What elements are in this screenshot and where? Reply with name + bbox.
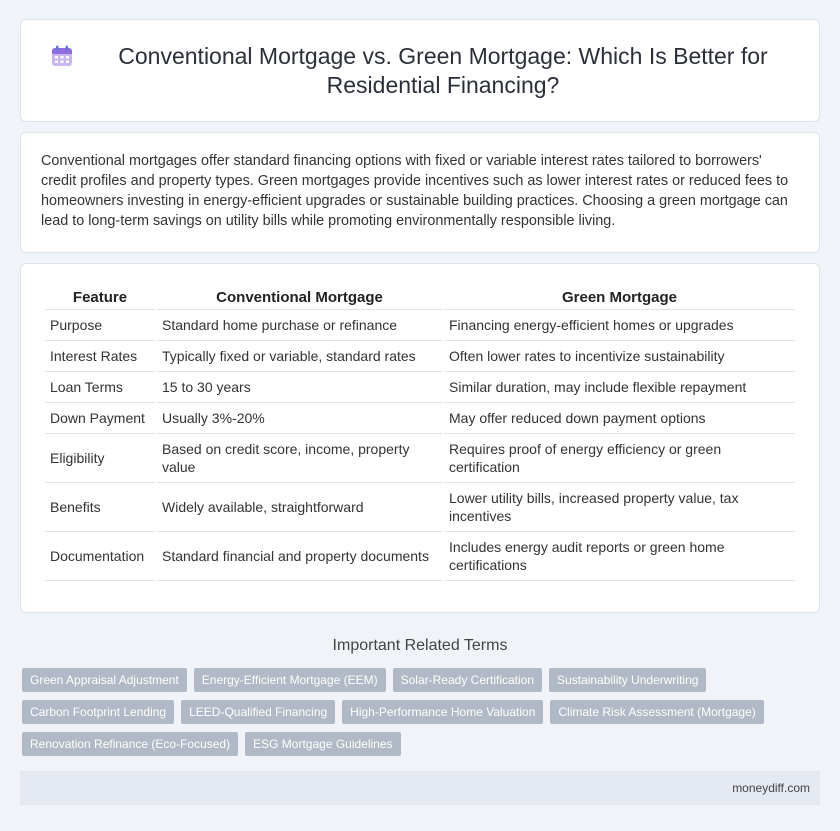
related-term-tag[interactable]: Carbon Footprint Lending xyxy=(22,700,174,724)
table-cell-conventional: Standard home purchase or refinance xyxy=(157,310,442,341)
table-cell-green: Requires proof of energy efficiency or green certification xyxy=(444,434,795,483)
intro-card xyxy=(20,132,820,253)
table-cell-conventional: Usually 3%-20% xyxy=(157,403,442,434)
intro-paragraph: Conventional mortgages offer standard financing options with fixed or variable interest rates tailored to borrowers' credit profiles and property types. Green mortgages provide incentives such as lower interest rates or reduced fees to homeowners investing in energy-efficient upgrades or sustainable building practices. Choosing a green mortgage can lead to long-term savings on utility bills while promoting environmentally responsible living. xyxy=(41,153,789,229)
table-cell-green: Similar duration, may include flexible repayment xyxy=(444,372,795,403)
table-cell-feature: Purpose xyxy=(45,310,155,341)
header-card xyxy=(20,19,820,122)
footer-site-link[interactable]: moneydiff.com xyxy=(732,781,810,795)
table-cell-green: Often lower rates to incentivize sustainability xyxy=(444,341,795,372)
related-term-tag[interactable]: LEED-Qualified Financing xyxy=(181,700,335,724)
related-terms-tags xyxy=(22,668,818,756)
header-green: Green Mortgage xyxy=(444,282,795,310)
table-row xyxy=(45,341,795,372)
table-cell-feature: Benefits xyxy=(45,483,155,532)
related-term-tag[interactable]: Solar-Ready Certification xyxy=(393,668,542,692)
comparison-table xyxy=(43,282,797,581)
footer-bar xyxy=(20,771,820,805)
comparison-table-card xyxy=(20,263,820,613)
related-term-tag[interactable]: ESG Mortgage Guidelines xyxy=(245,732,400,756)
table-row xyxy=(45,372,795,403)
related-term-tag[interactable]: Green Appraisal Adjustment xyxy=(22,668,187,692)
related-term-tag[interactable]: Climate Risk Assessment (Mortgage) xyxy=(550,700,763,724)
table-cell-feature: Down Payment xyxy=(45,403,155,434)
table-header-row xyxy=(45,282,795,310)
page-title: Conventional Mortgage vs. Green Mortgage: Which Is Better for Residential Financing? xyxy=(118,42,768,98)
table-cell-conventional: Widely available, straightforward xyxy=(157,483,442,532)
table-cell-green: Includes energy audit reports or green home certifications xyxy=(444,532,795,581)
related-term-tag[interactable]: Renovation Refinance (Eco-Focused) xyxy=(22,732,238,756)
table-cell-green: Financing energy-efficient homes or upgrades xyxy=(444,310,795,341)
table-cell-conventional: Typically fixed or variable, standard rates xyxy=(157,341,442,372)
table-cell-feature: Eligibility xyxy=(45,434,155,483)
table-cell-feature: Interest Rates xyxy=(45,341,155,372)
header-feature: Feature xyxy=(45,282,155,310)
header-conventional: Conventional Mortgage xyxy=(157,282,442,310)
table-row xyxy=(45,434,795,483)
table-cell-green: Lower utility bills, increased property value, tax incentives xyxy=(444,483,795,532)
related-term-tag[interactable]: Sustainability Underwriting xyxy=(549,668,706,692)
table-row xyxy=(45,403,795,434)
table-cell-green: May offer reduced down payment options xyxy=(444,403,795,434)
table-cell-feature: Loan Terms xyxy=(45,372,155,403)
header-inner xyxy=(51,42,789,100)
table-row xyxy=(45,310,795,341)
table-cell-conventional: 15 to 30 years xyxy=(157,372,442,403)
table-cell-feature: Documentation xyxy=(45,532,155,581)
table-row xyxy=(45,483,795,532)
table-cell-conventional: Based on credit score, income, property value xyxy=(157,434,442,483)
table-row xyxy=(45,532,795,581)
related-terms-title: Important Related Terms xyxy=(332,637,508,654)
calendar-icon xyxy=(51,45,73,67)
table-cell-conventional: Standard financial and property documents xyxy=(157,532,442,581)
related-term-tag[interactable]: Energy-Efficient Mortgage (EEM) xyxy=(194,668,386,692)
related-term-tag[interactable]: High-Performance Home Valuation xyxy=(342,700,543,724)
